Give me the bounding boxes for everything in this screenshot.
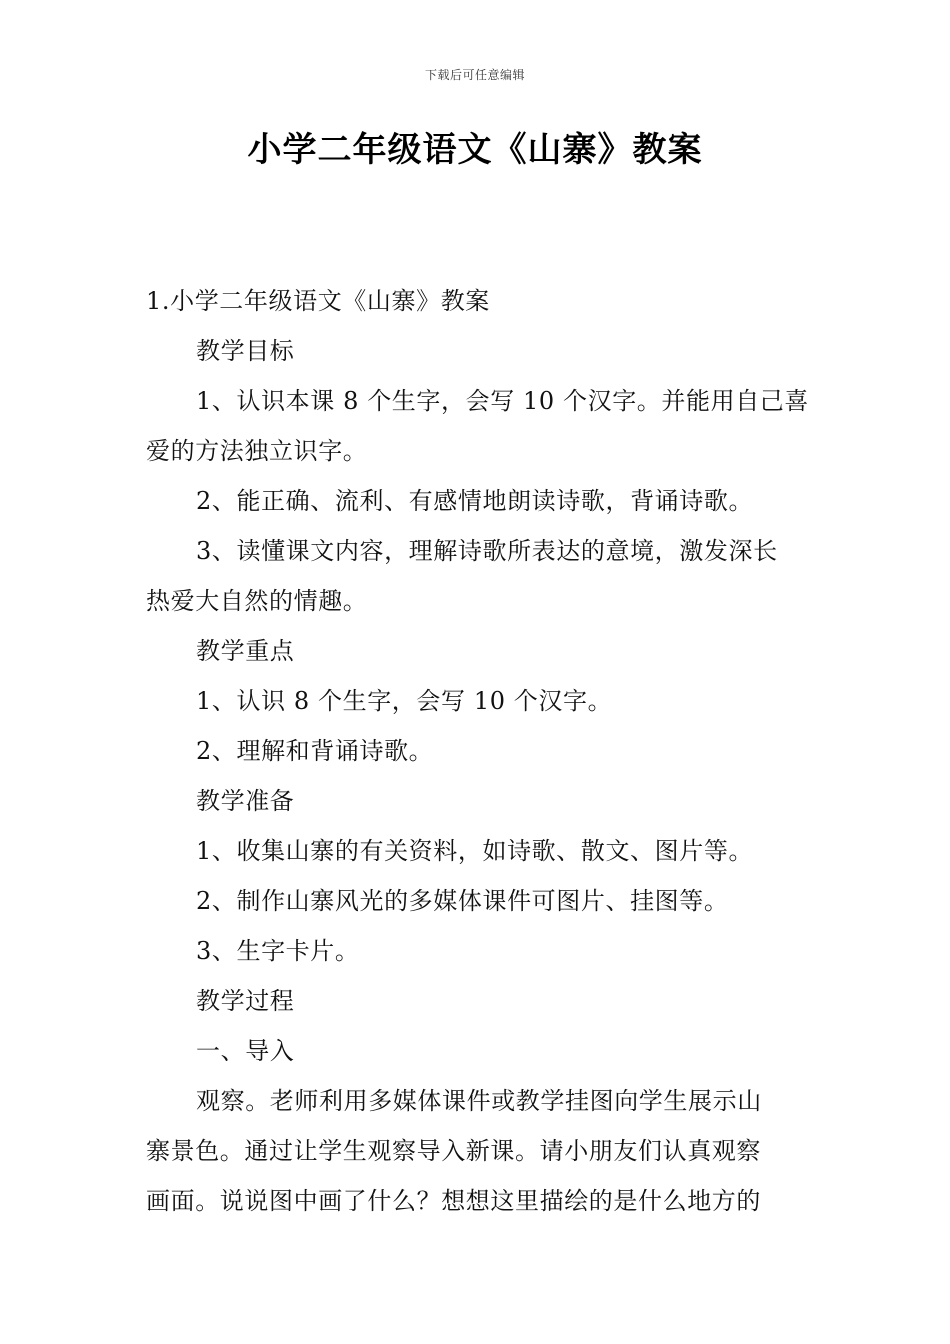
- body-line: 1.小学二年级语文《山寨》教案: [146, 287, 490, 315]
- body-line: 寨景色。通过让学生观察导入新课。请小朋友们认真观察: [146, 1137, 761, 1165]
- body-line: 观察。老师利用多媒体课件或教学挂图向学生展示山: [196, 1087, 762, 1115]
- body-line: 2、理解和背诵诗歌。: [196, 737, 434, 765]
- document-title: 小学二年级语文《山寨》教案: [247, 130, 703, 170]
- body-line: 一、导入: [196, 1037, 295, 1065]
- document-body: [146, 276, 810, 1226]
- body-line: 1、收集山寨的有关资料，如诗歌、散文、图片等。: [196, 837, 754, 865]
- body-line: 1、认识 8 个生字，会写 10 个汉字。: [196, 687, 613, 715]
- header-note: 下载后可任意编辑: [424, 68, 525, 82]
- body-line: 3、读懂课文内容，理解诗歌所表达的意境，激发深长: [196, 537, 778, 565]
- body-line: 教学过程: [196, 987, 295, 1015]
- body-line: 画面。说说图中画了什么？想想这里描绘的是什么地方的: [146, 1187, 761, 1215]
- body-line: 3、生字卡片。: [196, 937, 360, 965]
- body-line: 教学目标: [196, 337, 295, 365]
- body-line: 爱的方法独立识字。: [146, 437, 368, 465]
- body-line: 教学重点: [196, 637, 295, 665]
- body-line: 1、认识本课 8 个生字，会写 10 个汉字。并能用自己喜: [196, 387, 809, 415]
- body-line: 2、制作山寨风光的多媒体课件可图片、挂图等。: [196, 887, 729, 915]
- body-line: 教学准备: [196, 787, 295, 815]
- body-line: 热爱大自然的情趣。: [146, 587, 368, 615]
- body-line: 2、能正确、流利、有感情地朗读诗歌，背诵诗歌。: [196, 487, 754, 515]
